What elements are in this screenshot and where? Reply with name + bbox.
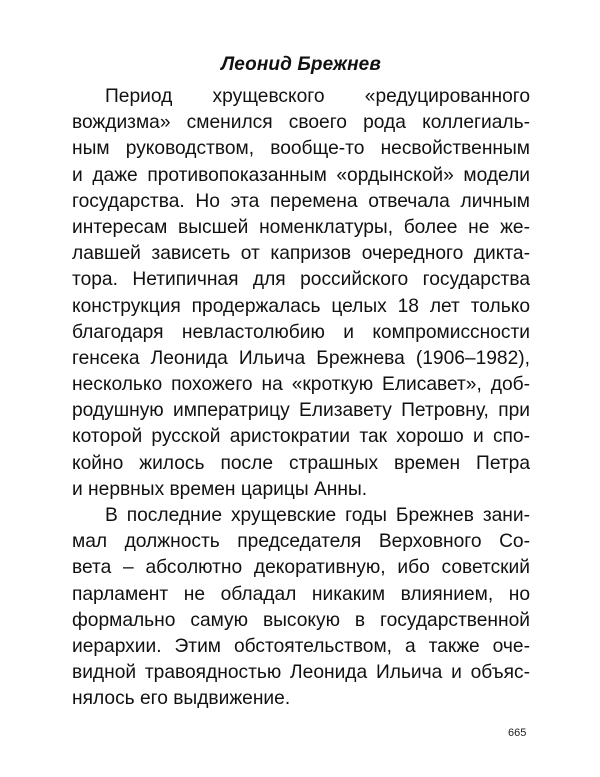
paragraph-2: [72, 503, 530, 713]
paragraph-1: [72, 84, 530, 503]
text-line: родушную императрицу Елизавету Петровну, при: [72, 400, 530, 422]
text-line: вождизма» сменился своего рода коллегиаль-: [72, 112, 530, 134]
text-line: В последние хрущевские годы Брежнев зани-: [105, 505, 530, 526]
text-line: генсека Леонида Ильича Брежнева (1906–1982),: [72, 347, 530, 369]
text-line: Период хрущевского «редуцированного: [105, 86, 530, 107]
text-line: лавшей зависеть от капризов очередного дикта-: [72, 243, 530, 265]
text-line: койно жилось после страшных времен Петра: [72, 452, 530, 474]
text-line: нялось его выдвижение.: [72, 688, 291, 710]
text-line: тора. Нетипичная для российского государства: [72, 269, 530, 291]
text-line: ным руководством, вообще-то несвойственным: [72, 138, 530, 160]
text-line: государства. Но эта перемена отвечала личным: [72, 190, 530, 212]
text-line: видной травоядностью Леонида Ильича и объяс-: [72, 662, 530, 684]
text-line: иерархии. Этим обстоятельством, а также оче-: [72, 635, 530, 657]
text-line: мал должность председателя Верховного Со-: [72, 531, 530, 553]
chapter-title: Леонид Брежнев: [221, 54, 381, 75]
text-line: несколько похожего на «кроткую Елисавет», доб-: [72, 374, 530, 396]
page-number: 665: [508, 727, 527, 739]
text-line: парламент не обладал никаким влиянием, но: [72, 583, 530, 605]
text-line: и нервных времен царицы Анны.: [72, 478, 368, 500]
text-line: которой русской аристократии так хорошо и спо-: [72, 426, 530, 448]
text-line: благодаря невластолюбию и компромиссности: [72, 321, 530, 343]
text-line: вета – абсолютно декоративную, ибо советский: [72, 557, 530, 579]
text-line: формально самую высокую в государственной: [72, 609, 530, 631]
text-line: конструкция продержалась целых 18 лет только: [72, 295, 530, 317]
text-line: и даже противопоказанным «ордынской» модели: [72, 164, 530, 186]
text-line: интересам высшей номенклатуры, более не же-: [72, 216, 530, 238]
page-content: [72, 52, 530, 713]
